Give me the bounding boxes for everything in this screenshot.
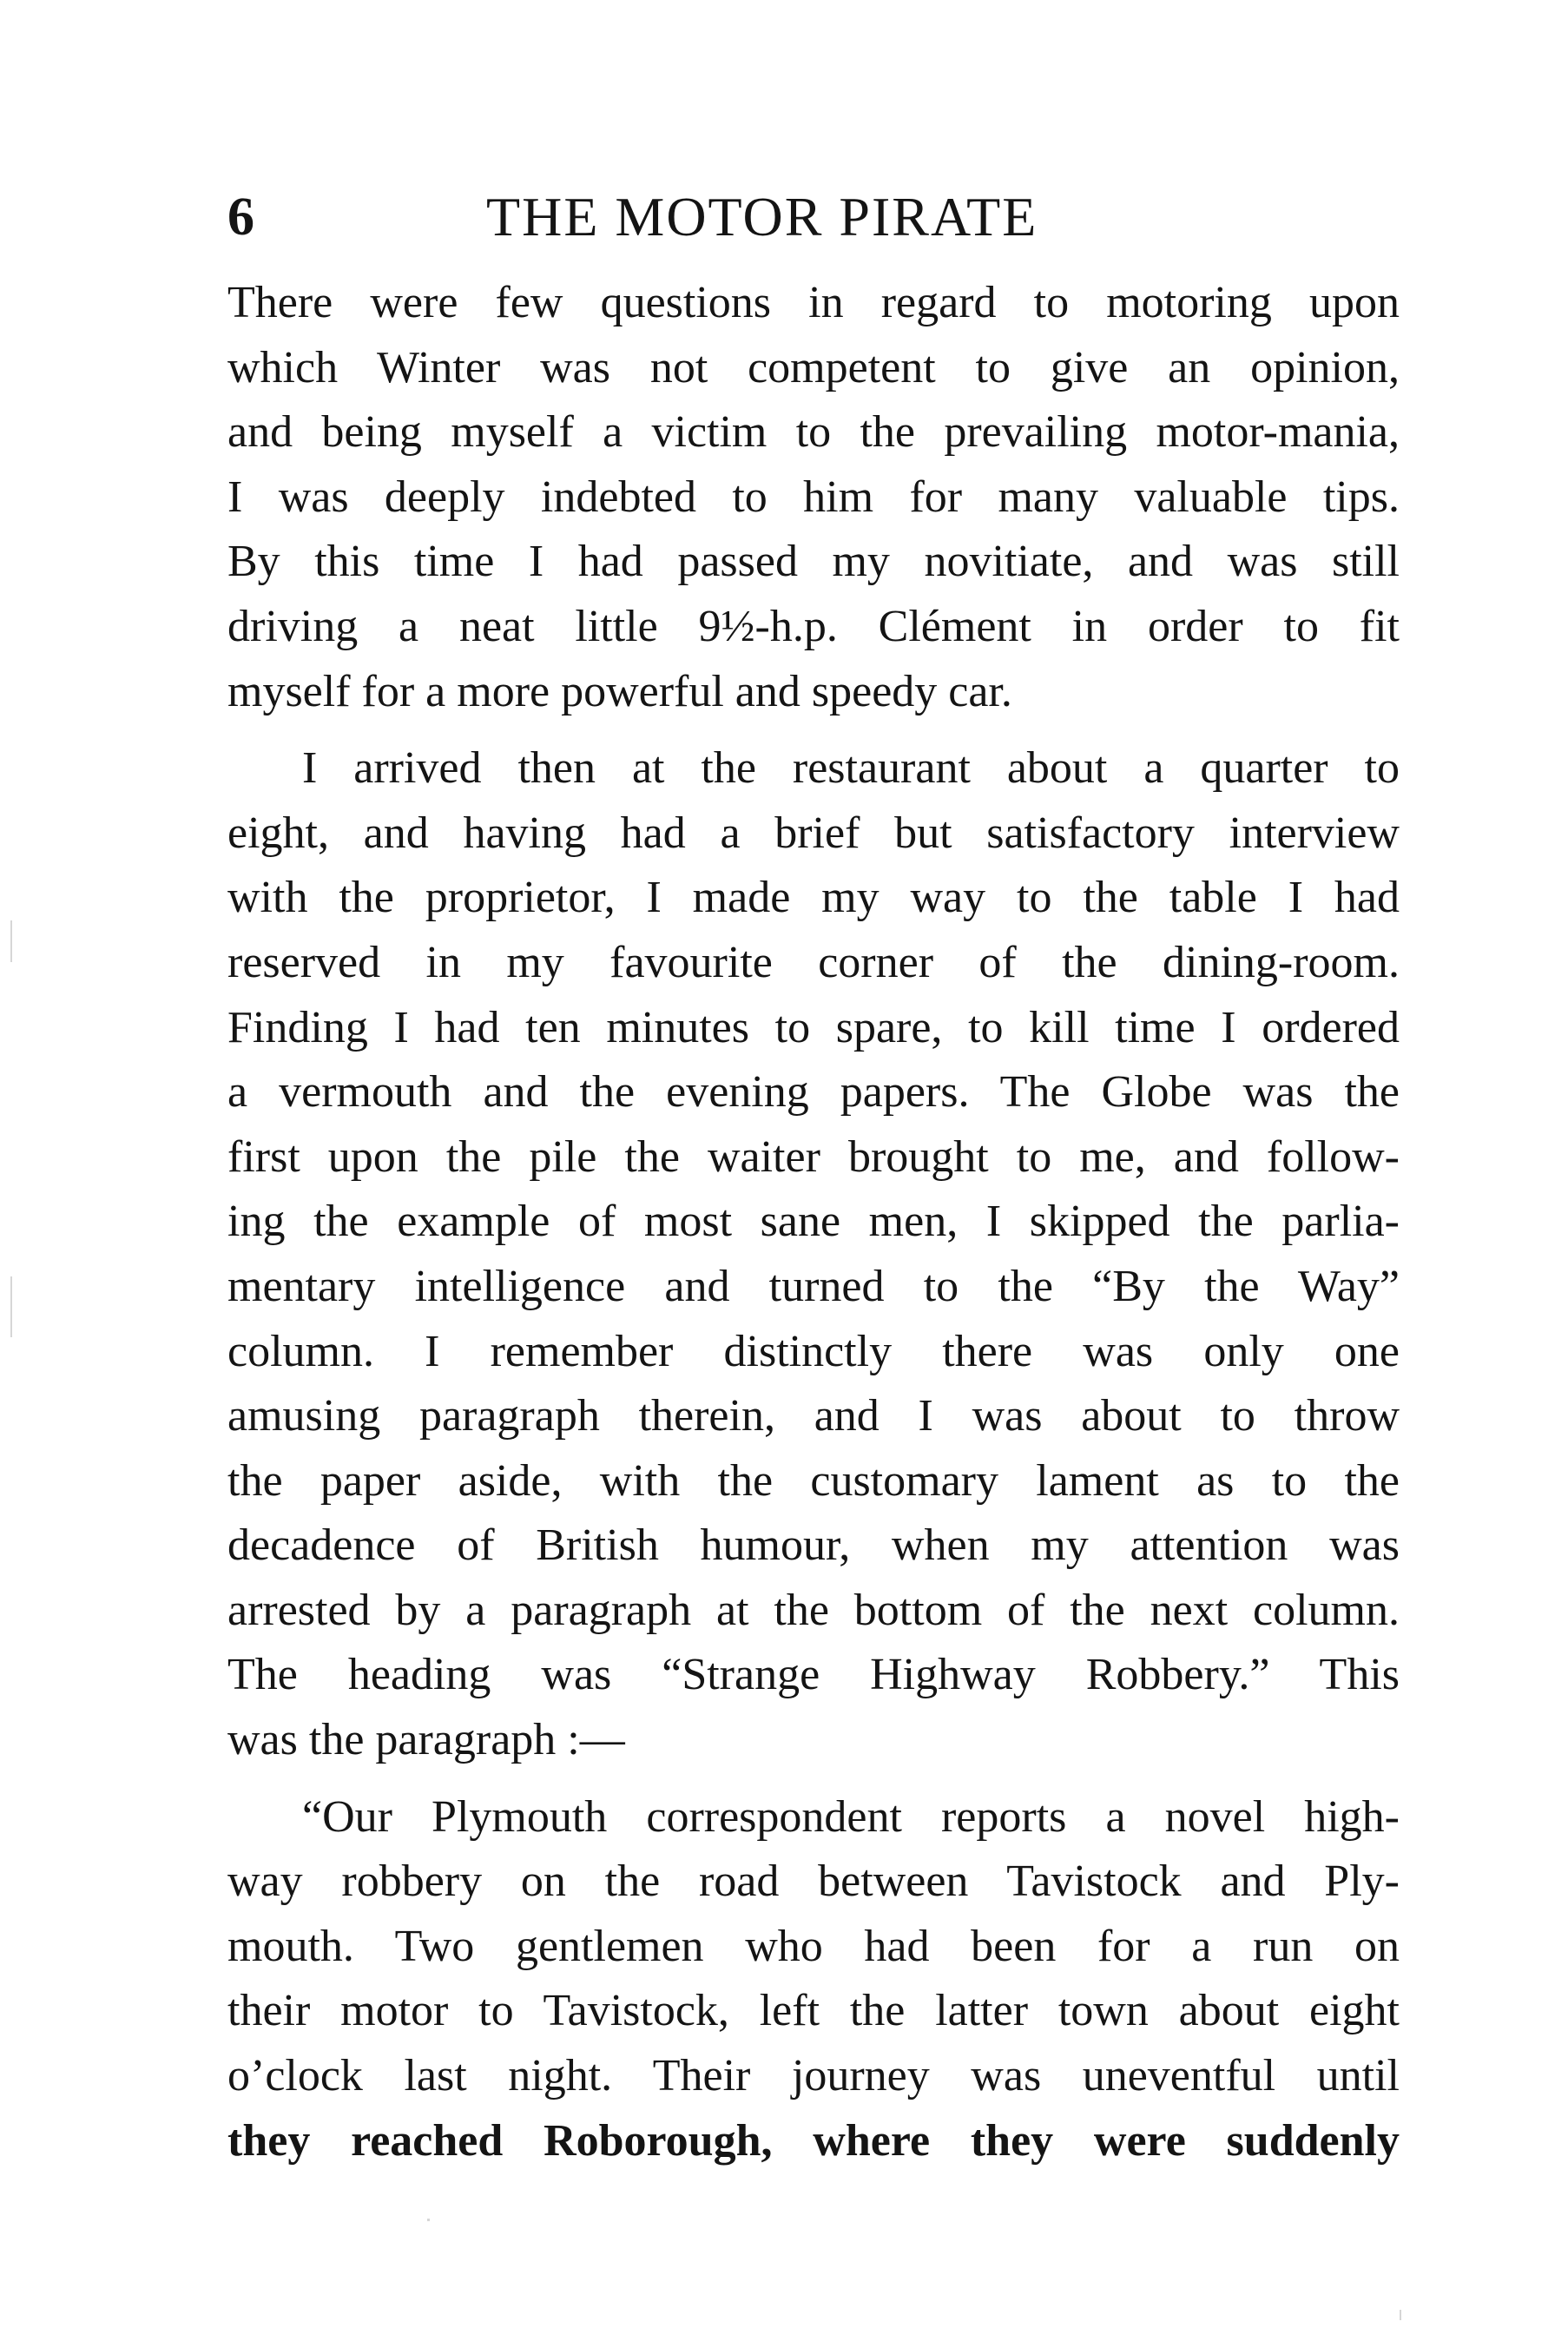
text-line: ing the example of most sane men, I skipped the parlia- — [227, 1197, 1400, 1247]
text-line: which Winter was not competent to give an opinion, — [227, 342, 1400, 392]
paragraph-gap — [227, 1773, 1400, 1785]
text-line: first upon the pile the waiter brought to me, and follow- — [227, 1131, 1400, 1182]
scan-speck — [10, 920, 12, 962]
text-line: decadence of British humour, when my attention was — [227, 1520, 1400, 1571]
text-line: a vermouth and the evening papers. The Globe was the — [227, 1067, 1400, 1118]
text-line: arrested by a paragraph at the bottom of the next column. — [227, 1585, 1400, 1635]
text-line: they reached Roborough, where they were suddenly — [227, 2115, 1400, 2166]
text-line: and being myself a victim to the prevailing motor-mania, — [227, 407, 1400, 458]
body-text — [227, 271, 1400, 2173]
scan-speck — [1400, 2310, 1401, 2320]
running-head — [227, 178, 1400, 256]
text-line: way robbery on the road between Tavistock and Ply- — [227, 1856, 1400, 1907]
text-line: I arrived then at the restaurant about a quarter to — [302, 743, 1400, 794]
text-line: I was deeply indebted to him for many valuable tips. — [227, 472, 1400, 522]
text-line: driving a neat little 9½-h.p. Clément in order to fit — [227, 601, 1400, 651]
scan-speck — [427, 2219, 430, 2221]
text-line: column. I remember distinctly there was only one — [227, 1326, 1400, 1376]
text-line: eight, and having had a brief but satisfactory interview — [227, 808, 1400, 858]
text-line: their motor to Tavistock, left the latter town about eight — [227, 1986, 1400, 2036]
text-line: The heading was “Strange Highway Robbery.” This — [227, 1650, 1400, 1700]
text-line: Finding I had ten minutes to spare, to kill time I ordered — [227, 1002, 1400, 1052]
page-number: 6 — [227, 188, 254, 247]
text-line: mouth. Two gentlemen who had been for a run on — [227, 1921, 1400, 1971]
text-line: By this time I had passed my novitiate, and was still — [227, 537, 1400, 587]
text-line: amusing paragraph therein, and I was about to throw — [227, 1391, 1400, 1441]
text-line: was the paragraph :— — [227, 1715, 625, 1765]
text-line: reserved in my favourite corner of the dining-room. — [227, 937, 1400, 987]
text-line: the paper aside, with the customary lament as to the — [227, 1455, 1400, 1506]
running-title: THE MOTOR PIRATE — [486, 186, 1038, 247]
paragraph-gap — [227, 724, 1400, 736]
text-line: mentary intelligence and turned to the “By the Way” — [227, 1261, 1400, 1311]
scan-speck — [10, 1276, 12, 1337]
text-line: with the proprietor, I made my way to the table I had — [227, 873, 1400, 923]
text-line: There were few questions in regard to motoring upon — [227, 278, 1400, 327]
text-line: o’clock last night. Their journey was uneventful until — [227, 2051, 1400, 2101]
text-line: myself for a more powerful and speedy car. — [227, 666, 1012, 716]
text-line: “Our Plymouth correspondent reports a novel high- — [302, 1791, 1400, 1842]
